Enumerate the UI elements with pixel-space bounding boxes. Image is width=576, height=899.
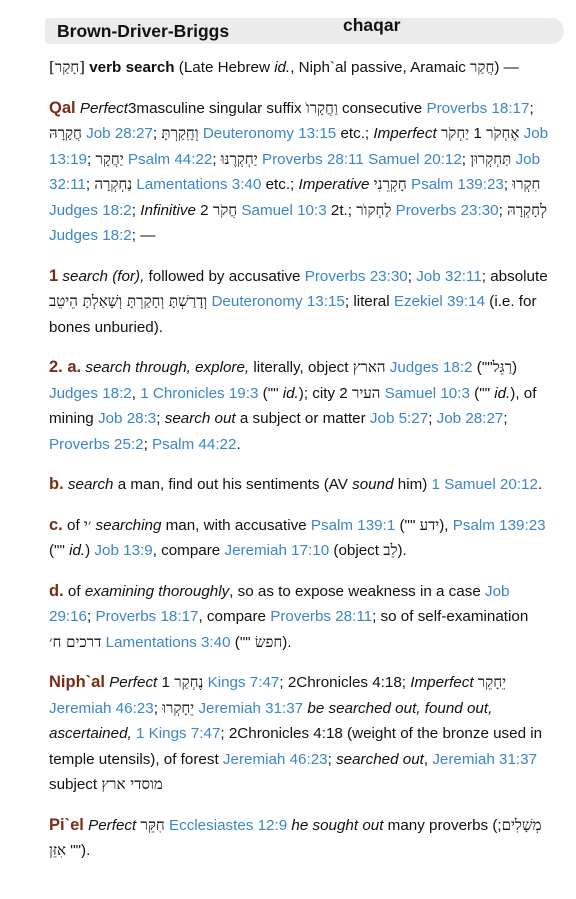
entry-content (49, 55, 554, 879)
scripture-link[interactable]: Job 28:27 (436, 410, 504, 427)
hebrew-word: רַגֵּל (492, 358, 512, 376)
scripture-link[interactable]: Jeremiah 46:23 (49, 699, 154, 717)
hebrew-word: חפשׂ (254, 632, 283, 651)
form-label: Imperative (298, 176, 370, 193)
text: consecutive (342, 99, 423, 117)
hebrew-word: יַחְקְרֶנּוּ (220, 149, 258, 168)
text: a subject or matter (239, 410, 366, 427)
form-label: Imperfect (410, 674, 474, 691)
scripture-link[interactable]: Job 32:11 (416, 267, 482, 285)
text: subject (49, 776, 98, 793)
text: ). (81, 842, 91, 859)
text: , compare (198, 608, 266, 625)
scripture-link[interactable]: Proverbs 23:30 (304, 267, 408, 285)
sense-number: 2. a. (49, 358, 82, 376)
main-gloss: search (125, 59, 175, 76)
text: 2 (339, 384, 348, 402)
sense-2b: b. search a man, find out his sentiments (AV sound him) 1 Samuel 20:12. (49, 475, 543, 493)
hebrew-word: לְחָקְרָהּ (507, 200, 547, 219)
text: (i.e. for bones unburied). (49, 293, 537, 336)
sense-gloss: searched out (336, 750, 424, 768)
note-text: (Late Hebrew (178, 59, 270, 76)
scripture-link[interactable]: Job 13:19 (49, 125, 549, 168)
hebrew-word: חֲקֹר (212, 200, 238, 219)
text: ("" (399, 516, 416, 534)
id-abbrev: id. (274, 59, 291, 76)
hebrew-word: חָקְרֵנִי (373, 175, 407, 193)
scripture-link[interactable]: Judges 18:2 (49, 201, 132, 219)
hebrew-word: העיר (351, 383, 381, 402)
text: ), of mining (49, 384, 537, 427)
hebrew-phrase: דרכים ח׳ (49, 632, 102, 651)
scripture-link[interactable]: Judges 18:2 (49, 384, 132, 402)
note-text: ) — (494, 59, 519, 76)
sense-gloss: examining thoroughly (84, 582, 230, 600)
part-of-speech: verb (89, 59, 122, 76)
text: ) (85, 542, 91, 559)
form-label: Infinitive (140, 201, 196, 219)
hebrew-word: חִקֵּר (140, 815, 165, 834)
scripture-link[interactable]: Job 28:27 (86, 125, 153, 142)
text: etc.; (265, 176, 295, 193)
text: ; 2Chronicles 4:18 (weight of the bronze used in temple utensils), of forest (49, 725, 543, 768)
hebrew-phrase: מוסדי ארץ (101, 775, 163, 793)
hebrew-word: וַחֲקָרוֺ (305, 98, 338, 117)
form-label: Perfect (88, 816, 137, 834)
text: 2t.; (330, 201, 352, 219)
hebrew-word: הארץ (352, 358, 386, 376)
sense-1: 1 search (for), followed by accusative Proverbs 23:30; Job 32:11; absolute וְדָרַשְׁתָּ וְחָקַרְתָּ וְשָׁאַלְתָּ הֵיטֵב Deuteronomy 13:15; literal Ezekiel 39:14 (i.e. for bones unburied). (49, 266, 548, 336)
text: followed by accusative (148, 267, 301, 285)
hebrew-word: יֵחָקְרוּ (162, 698, 195, 717)
sense-gloss: be searched out, found out, ascertained, (49, 699, 493, 742)
stem-label-piel: Pi`el (49, 815, 84, 834)
text: 1 (161, 674, 170, 691)
text: man, with accusative (165, 516, 307, 534)
text: ; literal (344, 293, 390, 310)
scripture-link[interactable]: Jeremiah 46:23 (222, 750, 328, 768)
scripture-link[interactable]: 1 Chronicles 19:3 (140, 384, 259, 402)
stem-label-qal: Qal (49, 98, 76, 117)
hebrew-word: ידע (419, 515, 440, 534)
text: of (67, 582, 81, 600)
text: literally, object (253, 359, 349, 376)
hebrew-word: חִקְרוּ (512, 175, 541, 193)
scripture-link[interactable]: Samuel 10:3 (241, 201, 327, 219)
av-gloss: sound (352, 476, 394, 493)
sense-2d: d. of examining thoroughly, so as to expose weakness in a case Job 29:16; Proverbs 18:17, compare Proverbs 28:11; so of self-examination דרכים ח׳ Lamentations 3:40 ("" חפשׂ). (49, 581, 529, 651)
text: ; absolute (481, 267, 548, 285)
text: ). (397, 542, 407, 559)
scripture-link[interactable]: Job 28:3 (97, 410, 157, 427)
text: ), (439, 516, 449, 534)
text: him) (397, 476, 428, 493)
scripture-link[interactable]: Judges 18:2 (389, 359, 473, 376)
scripture-link[interactable]: Job 5:27 (369, 410, 429, 427)
scripture-link[interactable]: Psalm 139:23 (452, 516, 546, 534)
scripture-link[interactable]: Kings 7:47 (207, 674, 280, 691)
entry-intro (49, 55, 554, 81)
hebrew-word: לֵב (383, 541, 398, 559)
scripture-link[interactable]: Psalm 44:22 (152, 435, 237, 453)
hebrew-word: חֲקַר (470, 58, 495, 76)
text: ("" (474, 384, 490, 402)
scripture-link[interactable]: Lamentations 3:40 (105, 633, 231, 651)
scripture-link[interactable]: Jeremiah 17:10 (224, 542, 330, 559)
scripture-link[interactable]: 1 Samuel 20:12 (431, 476, 538, 493)
hebrew-word: יֵחָקֵר (477, 673, 507, 691)
id-abbrev: id. (282, 384, 299, 402)
scripture-link[interactable]: Psalm 44:22 (127, 150, 213, 168)
sense-number: c. (49, 515, 63, 534)
text: ). (282, 633, 292, 651)
hebrew-word: נַחְקְרָה (94, 175, 133, 193)
text: ("" (234, 633, 251, 651)
scripture-link[interactable]: Job 32:11 (49, 150, 541, 193)
text: etc.; (340, 125, 370, 142)
hebrew-word: ׳י (83, 515, 92, 534)
scripture-link[interactable]: Ecclesiastes 12:9 (168, 816, 288, 834)
scripture-link[interactable]: Deuteronomy 13:15 (202, 125, 337, 142)
text: 3masculine singular suffix (127, 99, 302, 117)
text: ; so of self-examination (372, 608, 529, 625)
scripture-link[interactable]: 1 Kings 7:47 (135, 725, 221, 742)
sense-2c (49, 513, 554, 564)
text: ; — (131, 227, 156, 244)
note-text: , Niph`al passive, Aramaic (290, 59, 466, 76)
sense-gloss: search (for), (62, 267, 145, 285)
hebrew-word: יַחֲקָר (95, 149, 124, 168)
section-piel (49, 813, 554, 864)
scripture-link[interactable]: Proverbs 18:17 (95, 608, 199, 625)
text: ; "" (70, 816, 502, 859)
id-abbrev: id. (494, 384, 511, 402)
form-label: Perfect (79, 99, 128, 117)
text: ; (156, 410, 161, 427)
sense-gloss: searching (95, 516, 162, 534)
sense-number: b. (49, 475, 64, 493)
scripture-link[interactable]: Lamentations 3:40 (136, 176, 262, 193)
text: ("" (49, 542, 65, 559)
section-qal: Qal Perfect3masculine singular suffix וַחֲקָרוֺ consecutive Proverbs 18:17; חֲקָרָהּ Job 28:27; וְחָֽקַרְתָּ Deuteronomy 13:15 etc.; Imperfect אֶחְקֹר 1 יַחְקֹר Job 13:19; יַחֲקָר Psalm 44:22; יַחְקְרֶנּוּ Proverbs 28:11 Samuel 20:12; תַּחְקְרוּן Job 32:11; נַחְקְרָה Lamentations 3:40 etc.; Imperative חָקְרֵנִי Psalm 139:23; חִקְרוּ Judges 18:2; Infinitive 2 חֲקֹר Samuel 10:3 2t.; לַחְקוֺר Proverbs 23:30; לְחָקְרָהּ Judges 18:2; — (49, 98, 549, 244)
scripture-link[interactable]: Proverbs 28:11 (261, 150, 364, 168)
scripture-link[interactable]: Jeremiah 31:37 (432, 750, 538, 768)
scripture-link[interactable]: Job 13:9 (94, 542, 153, 559)
text: ; 2Chronicles 4:18; (279, 674, 407, 691)
hebrew-word: חֲקָרָהּ (49, 124, 82, 142)
scripture-link[interactable]: Job 29:16 (49, 582, 510, 625)
scripture-link[interactable]: Psalm 139:1 (310, 516, 396, 534)
section-niphal: Niph`al Perfect 1 נֶחְקַר Kings 7:47; 2Chronicles 4:18; Imperfect יֵחָקֵר Jeremiah 46:23; יֵחָקְרוּ Jeremiah 31:37 be searched out, found out, ascertained, 1 Kings 7:47; 2Chronicles 4:18 (weight of the bronze used in temple utensils), of forest Jeremiah 46:23; searched out, Jeremiah 31:37 subject מוסדי ארץ (49, 673, 543, 793)
scripture-link[interactable]: Proverbs 28:11 (270, 608, 373, 625)
hebrew-word: מְשָׁלִים (501, 815, 542, 834)
scripture-link[interactable]: Proverbs 18:17 (426, 99, 530, 117)
text: of (67, 516, 80, 534)
sense-2a: 2. a. search through, explore, literally, object הארץ Judges 18:2 (""רַגֵּל) Judges 18:2, 1 Chronicles 19:3 ("" id.); city 2 העיר Samuel 10:3 ("" id.), of mining Job 28:3; search out a subject or matter Job 5:27; Job 28:27; Proverbs 25:2; Psalm 44:22. (49, 358, 537, 453)
text: 1 (473, 125, 482, 142)
hebrew-word: אִזֵּן (49, 841, 67, 859)
header-bar (45, 15, 564, 44)
hebrew-root: [חָקַר] (49, 58, 85, 76)
hebrew-word: יַחְקֹר (440, 124, 470, 142)
dictionary-title: Brown-Driver-Briggs (57, 21, 230, 41)
text: many proverbs ( (387, 816, 498, 834)
sense-gloss: search through, explore, (85, 359, 250, 376)
text: , compare (152, 542, 221, 559)
entry-word: chaqar (343, 15, 401, 35)
sense-number: 1 (49, 266, 59, 285)
text: a man, find out his sentiments (AV (117, 476, 348, 493)
scripture-link[interactable]: Psalm 139:23 (410, 176, 504, 193)
form-label: Perfect (109, 674, 158, 691)
text: , so as to expose weakness in a case (229, 582, 481, 600)
hebrew-word: אֶחְקֹר (486, 124, 520, 142)
hebrew-word: תַּחְקְרוּן (470, 149, 512, 168)
sense-number: d. (49, 581, 64, 600)
text: ); city (298, 384, 336, 402)
text: ) (511, 359, 518, 376)
hebrew-word: וְחָֽקַרְתָּ (161, 124, 199, 142)
scripture-link[interactable]: Deuteronomy 13:15 (211, 293, 345, 310)
sense-gloss: he sought out (291, 816, 384, 834)
text: (object (333, 542, 379, 559)
scripture-link[interactable]: Samuel 10:3 (384, 384, 470, 402)
id-abbrev: id. (69, 542, 86, 559)
form-label: Imperfect (373, 125, 437, 142)
scripture-link[interactable]: Judges 18:2 (49, 227, 132, 244)
hebrew-word: נֶחְקַר (174, 673, 204, 691)
scripture-link[interactable]: Proverbs 23:30 (395, 201, 499, 219)
sense-gloss: search (67, 476, 114, 493)
text: 2 (200, 201, 209, 219)
hebrew-word: לַחְקוֺר (356, 200, 392, 219)
scripture-link[interactable]: Proverbs 25:2 (49, 435, 144, 453)
text: ("" (476, 359, 493, 376)
stem-label-niphal: Niph`al (49, 673, 105, 691)
hebrew-phrase: וְדָרַשְׁתָּ וְחָקַרְתָּ וְשָׁאַלְתָּ הֵיטֵב (49, 292, 208, 310)
scripture-link[interactable]: Jeremiah 31:37 (198, 699, 304, 717)
text: ("" (262, 384, 279, 402)
scripture-link[interactable]: Ezekiel 39:14 (393, 293, 486, 310)
sense-gloss: search out (164, 410, 236, 427)
scripture-link[interactable]: Samuel 20:12 (368, 150, 462, 168)
